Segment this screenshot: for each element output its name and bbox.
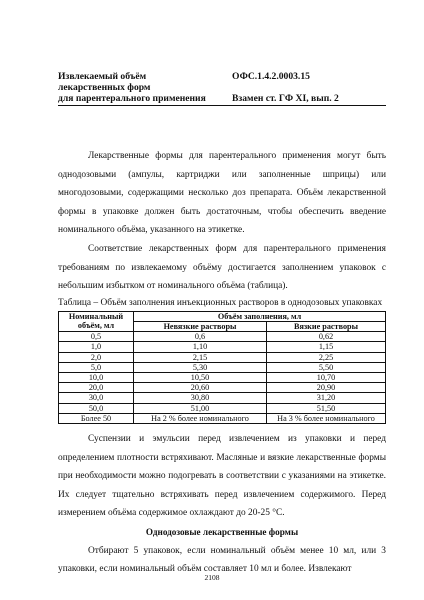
- paragraph-3: Суспензии и эмульсии перед извлечением из упаковки и перед определением плотности встряхивают. Масляные и вязкие лекарственные формы при необходимости можно подогревать в соответствии с указаниями на этикетке. Их следует тщательно встряхивать перед извлечением содержимого. Перед измерением объёма содержимое охлаждают до 20-25 °С.: [58, 433, 386, 519]
- monograph-title-line-1: Извлекаемый объём: [58, 71, 147, 82]
- table-row: [59, 383, 386, 393]
- table-row: [59, 332, 386, 342]
- cell-nominal: 20,0: [59, 383, 134, 393]
- table-row: [59, 393, 386, 403]
- header-fill-volume: Объём заполнения, мл: [134, 311, 386, 321]
- monograph-code: ОФС.1.4.2.0003.15: [232, 71, 310, 82]
- cell-nonviscous: 30,80: [134, 393, 267, 403]
- cell-nominal: 30,0: [59, 393, 134, 403]
- cell-nominal: 1,0: [59, 342, 134, 352]
- header-nonviscous: Невязкие растворы: [134, 321, 267, 331]
- cell-nonviscous: 20,60: [134, 383, 267, 393]
- document-body: [58, 147, 386, 579]
- cell-nonviscous: 51,00: [134, 403, 267, 413]
- monograph-title-line-2: лекарственных форм: [58, 82, 151, 93]
- cell-nonviscous: 2,15: [134, 352, 267, 362]
- cell-nominal: 2,0: [59, 352, 134, 362]
- cell-viscous: На 3 % более номинального: [267, 413, 386, 423]
- cell-nominal: 50,0: [59, 403, 134, 413]
- table-row: [59, 352, 386, 362]
- header-nominal-volume: Номинальный объём, мл: [59, 311, 134, 331]
- cell-viscous: 5,50: [267, 362, 386, 372]
- cell-viscous: 31,20: [267, 393, 386, 403]
- section-subheading: Однодозовые лекарственные формы: [145, 526, 299, 537]
- cell-nonviscous: 10,50: [134, 372, 267, 382]
- table-row: [59, 413, 386, 423]
- cell-viscous: 20,90: [267, 383, 386, 393]
- cell-nominal: 5,0: [59, 362, 134, 372]
- paragraph-1: Лекарственные формы для парентерального применения могут быть однодозовыми (ампулы, картриджи или заполненные шприцы) или многодозовыми, содержащими несколько доз препарата. Объём лекарственной формы в упаковке должен быть достаточным, чтобы обеспечить введение номинального объёма, указанного на этикетке.: [58, 151, 386, 236]
- cell-nonviscous: На 2 % более номинального: [134, 413, 267, 423]
- cell-nonviscous: 5,30: [134, 362, 267, 372]
- cell-viscous: 1,15: [267, 342, 386, 352]
- table-row: [59, 342, 386, 352]
- cell-nonviscous: 1,10: [134, 342, 267, 352]
- cell-nonviscous: 0,6: [134, 332, 267, 342]
- cell-viscous: 10,70: [267, 372, 386, 382]
- table-row: [59, 403, 386, 413]
- cell-nominal: 10,0: [59, 372, 134, 382]
- table-row: [59, 362, 386, 372]
- cell-viscous: 51,50: [267, 403, 386, 413]
- fill-volume-table: [58, 311, 386, 424]
- cell-viscous: 2,25: [267, 352, 386, 362]
- table-row: [59, 372, 386, 382]
- cell-nominal: 0,5: [59, 332, 134, 342]
- cell-viscous: 0,62: [267, 332, 386, 342]
- page-number: 2108: [204, 573, 220, 582]
- header-viscous: Вязкие растворы: [267, 321, 386, 331]
- monograph-replaces: Взамен ст. ГФ XI, вып. 2: [232, 93, 339, 104]
- monograph-title-line-3: для парентерального применения: [58, 93, 206, 104]
- cell-nominal: Более 50: [59, 413, 134, 423]
- paragraph-2: Соответствие лекарственных форм для парентерального применения требованиям по извлекаемому объёму достигается заполнением упаковок с небольшим избытком от номинального объёма (таблица).: [58, 243, 386, 292]
- paragraph-4: Отбирают 5 упаковок, если номинальный объём менее 10 мл, или 3 упаковки, если номинальный объём составляет 10 мл и более. Извлекают: [58, 545, 386, 575]
- monograph-header: [58, 71, 386, 106]
- table-caption: Таблица – Объём заполнения инъекционных растворов в однодозовых упаковках: [58, 297, 383, 308]
